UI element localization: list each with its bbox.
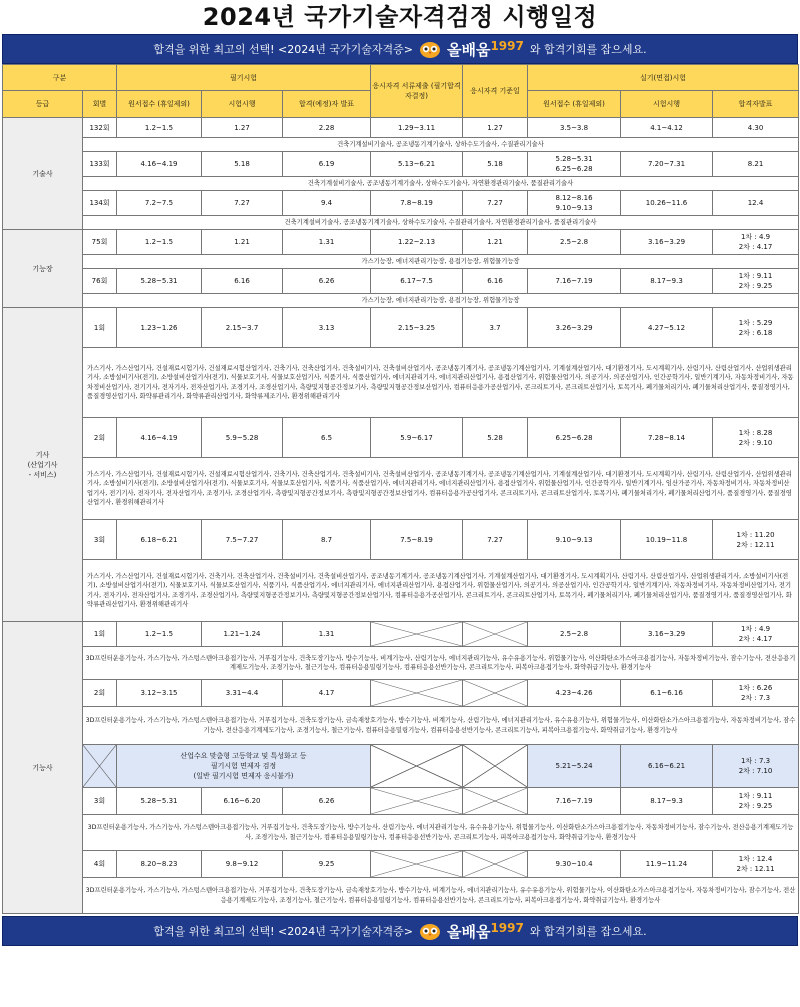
cell: 1.21 [202, 230, 283, 255]
cell: 10.19~11.8 [621, 520, 713, 560]
cell: 6.26 [283, 269, 371, 294]
cell: 8.17~9.3 [621, 788, 713, 815]
result-1: 1차 : 9.11 [738, 792, 773, 800]
cell: 1.27 [463, 118, 528, 138]
subjects-note: 3D프린터운용기능사, 가스기능사, 가스텅스텐아크용접기능사, 거푸집기능사, 건축도장기능사, 방수기능사, 산림기능사, 에너지관리기능사, 유수유용기능사, 위험물기능사, 이산화탄소가스아크용접기능사, 자동차정비기능사, 잠수기능사, 전산응용기계제도기능사, 조경기능사, 철근기능사, 컴퓨터응용밀링기능사, 컴퓨터응용선반기능사, 콘크리트기능사, 피복아크용접기능사, 화약취급기능사, 환경기능사 [83, 815, 799, 851]
table-row [3, 680, 799, 707]
banner-text-left: 합격을 위한 최고의 선택! <2024년 국가기술자격증> [153, 43, 413, 56]
table-row [3, 230, 799, 255]
cell: 7.27 [463, 520, 528, 560]
session-cell: 3회 [83, 520, 117, 560]
table-row [3, 269, 799, 294]
cell: 7.5~7.27 [202, 520, 283, 560]
header-p-result: 합격자발표 [713, 91, 799, 118]
cell: 8.7 [283, 520, 371, 560]
result-cell [713, 745, 799, 788]
cell: 3.7 [463, 308, 528, 348]
cell: 1.23~1.26 [117, 308, 202, 348]
owl-logo-icon [419, 922, 441, 940]
cell: 4.30 [713, 118, 799, 138]
cell: 6.17~7.5 [371, 269, 463, 294]
grade-cell: 기사 (산업기사 - 서비스) [3, 308, 83, 622]
cell: 1.21~1.24 [202, 622, 283, 647]
cell: 3.12~3.15 [117, 680, 202, 707]
empty-cross-cell [371, 788, 463, 815]
table-row [3, 815, 799, 851]
result-1: 1차 : 7.3 [740, 757, 771, 765]
cell: 5.28 [463, 418, 528, 458]
result-2: 2차 : 12.11 [736, 865, 775, 873]
subjects-note: 가스기사, 가스산업기사, 건설재료시험기사, 건축기사, 건축산업기사, 건축설비기사, 건축설비산업기사, 공조냉동기계기사, 공조냉동기계산업기사, 기계설계산업기사, 대기환경기사, 도시계획기사, 산림기사, 산림산업기사, 산업위생관리기사, 소방설비기사(전기), 소방설비산업기사(전기), 식물보호기사, 식물보호산업기사, 식품기사, 식품산업기사, 에너지관리기사, 에너지관리산업기사, 용접산업기사, 위험물산업기사, 의공기사, 의공산업기사, 인간공학기사, 일반기계기사, 자동차정비기사, 자동차정비산업기사, 전기기사, 전자기사, 전자산업기사, 조경기사, 조경산업기사, 측량및지형공간정보기사, 측량및지형공간정보산업기사, 컴퓨터응용가공산업기사, 콘크리트기사, 콘크리트산업기사, 토목기사, 폐기물처리기사, 폐기물처리산업기사, 품질경영기사, 품질경영산업기사, 화약류관리산업기사, 환경위해관리기사 [83, 560, 799, 622]
header-practical: 실기(면접)시험 [528, 65, 799, 91]
cell: 1.22~2.13 [371, 230, 463, 255]
result-1: 1차 : 8.28 [738, 428, 773, 437]
result-cell [713, 308, 799, 348]
cell: 7.5~8.19 [371, 520, 463, 560]
cell: 6.16 [202, 269, 283, 294]
cell: 1.31 [283, 230, 371, 255]
cell: 8.12~8.16 9.10~9.13 [528, 191, 621, 216]
cell: 8.17~9.3 [621, 269, 713, 294]
cell: 6.16 [463, 269, 528, 294]
banner-text-left: 합격을 위한 최고의 선택! <2024년 국가기술자격증> [153, 925, 413, 938]
cell: 9.30~10.4 [528, 851, 621, 878]
table-row [3, 177, 799, 191]
cell: 7.8~8.19 [371, 191, 463, 216]
schedule-table [2, 64, 799, 914]
header-w-apply: 원서접수 (휴일제외) [117, 91, 202, 118]
table-row [3, 745, 799, 788]
cell: 4.1~4.12 [621, 118, 713, 138]
header-doc-submit: 응시자격 서류제출 (필기합격자결정) [371, 65, 463, 118]
subjects-note: 가스기사, 가스산업기사, 건설재료시험기사, 건설재료시험산업기사, 건축기사, 건축산업기사, 건축설비기사, 건축설비산업기사, 공조냉동기계기사, 공조냉동기계산업기사, 기계설계산업기사, 대기환경기사, 도시계획기사, 산림기사, 산림산업기사, 산업위생관리기사, 소방설비기사(전기), 소방설비산업기사(전기), 식물보호기사, 식물보호산업기사, 식품기사, 식품산업기사, 에너지관리기사, 에너지관리산업기사, 용접산업기사, 위험물산업기사, 의공기사, 의공산업기사, 인간공학기사, 일반기계기사, 자동차정비기사, 자동차정비산업기사, 전기기사, 전자기사, 전자산업기사, 조경기사, 조경산업기사, 측량및지형공간정보기사, 측량및지형공간정보산업기사, 컴퓨터응용가공산업기사, 콘크리트기사, 콘크리트산업기사, 토목기사, 폐기물처리기사, 폐기물처리산업기사, 품질경영기사, 품질경영산업기사, 화약류관리기사, 화약류관리산업기사, 화약류제조기사, 환경위해관리기사 [83, 348, 799, 418]
grade-cell: 기능사 [3, 622, 83, 914]
cell: 6.19 [283, 152, 371, 177]
session-cell: 3회 [83, 788, 117, 815]
cell: 2.5~2.8 [528, 230, 621, 255]
cell: 5.18 [463, 152, 528, 177]
cell: 9.8~9.12 [202, 851, 283, 878]
cell: 3.31~4.4 [202, 680, 283, 707]
cell: 7.27 [463, 191, 528, 216]
cell: 3.13 [283, 308, 371, 348]
empty-cross-cell [371, 680, 463, 707]
cell: 6.25~6.28 [528, 418, 621, 458]
cell: 5.21~5.24 [528, 745, 621, 788]
cell: 7.28~8.14 [621, 418, 713, 458]
result-1: 1차 : 4.9 [740, 625, 771, 633]
table-row [3, 294, 799, 308]
header-grade: 등급 [3, 91, 83, 118]
cell: 4.16~4.19 [117, 418, 202, 458]
result-2: 2차 : 9.25 [738, 282, 773, 290]
session-cell: 2회 [83, 418, 117, 458]
cell: 6.5 [283, 418, 371, 458]
subjects-note: 건축기계설비기술사, 공조냉동기계기술사, 상하수도기술사, 자연환경관리기술사, 품질관리기술사 [83, 177, 799, 191]
cell: 7.27 [202, 191, 283, 216]
cell: 5.28~5.31 [117, 269, 202, 294]
subjects-note: 가스기사, 가스산업기사, 건설재료시험기사, 건설재료시험산업기사, 건축기사, 건축산업기사, 건축설비기사, 건축설비산업기사, 공조냉동기계기사, 공조냉동기계산업기사, 기계설계산업기사, 대기환경기사, 도시계획기사, 산림기사, 산림산업기사, 산업위생관리기사, 소방설비기사(전기), 소방설비산업기사(전기), 식물보호기사, 식물보호산업기사, 식품기사, 식품산업기사, 에너지관리기사, 에너지관리산업기사, 용접산업기사, 위험물산업기사, 인간공학기사, 일반기계기사, 임산가공기사, 자동차정비기사, 자동차정비산업기사, 전기기사, 전자기사, 전자산업기사, 조경기사, 조경산업기사, 측량및지형공간정보기사, 측량및지형공간정보산업기사, 컴퓨터응용가공산업기사, 콘크리트기사, 콘크리트산업기사, 토목기사, 폐기물처리기사, 폐기물처리산업기사, 품질경영기사, 품질경영산업기사, 환경위해관리기사 [83, 458, 799, 520]
cell: 3.26~3.29 [528, 308, 621, 348]
session-cell: 75회 [83, 230, 117, 255]
session-cell: 2회 [83, 680, 117, 707]
empty-cross-cell [463, 680, 528, 707]
result-1: 1차 : 5.29 [738, 318, 773, 327]
result-1: 1차 : 6.26 [738, 684, 773, 692]
cell: 1.31 [283, 622, 371, 647]
session-cell: 134회 [83, 191, 117, 216]
empty-cross-cell [463, 622, 528, 647]
cell: 1.27 [202, 118, 283, 138]
bottom-banner [2, 916, 798, 946]
result-1: 1차 : 11.20 [736, 530, 775, 539]
cell: 7.16~7.19 [528, 269, 621, 294]
banner-text-right: 와 합격기회를 잡으세요. [529, 925, 647, 938]
brand-logo: 올배움$^{1997}$ [446, 38, 524, 59]
subjects-note: 3D프린터운용기능사, 가스기능사, 가스텅스텐아크용접기능사, 거푸집기능사, 건축도장기능사, 금속재창호기능사, 방수기능사, 비계기능사, 에너지관리기능사, 유수유용기능사, 위험물기능사, 이산화탄소가스아크용접기능사, 자동차정비기능사, 잠수기능사, 전산응용기계제도기능사, 조경기능사, 철근기능사, 컴퓨터응용밀링기능사, 컴퓨터응용선반기능사, 콘크리트기능사, 피복아크용접기능사, 화약취급기능사, 환경기능사 [83, 878, 799, 914]
session-cell: 76회 [83, 269, 117, 294]
subjects-note: 3D프린터운용기능사, 가스기능사, 가스텅스텐아크용접기능사, 거푸집기능사, 건축도장기능사, 방수기능사, 비계기능사, 산림기능사, 에너지관리기능사, 유수유용기능사, 위험물기능사, 이산화탄소가스아크용접기능사, 자동차정비기능사, 잠수기능사, 전산응용기계제도기능사, 조경기능사, 철근기능사, 컴퓨터응용밀링기능사, 컴퓨터응용선반기능사, 콘크리트기능사, 피복아크용접기능사, 화약취급기능사, 환경기능사 [83, 647, 799, 680]
brand-logo: 올배움$^{1997}$ [446, 920, 524, 941]
session-cell: 1회 [83, 308, 117, 348]
empty-cross-cell [463, 788, 528, 815]
top-banner [2, 34, 798, 64]
grade-cell: 기술사 [3, 118, 83, 230]
cell: 2.5~2.8 [528, 622, 621, 647]
empty-cross-cell [371, 622, 463, 647]
table-row [3, 878, 799, 914]
result-2: 2차 : 4.17 [738, 635, 773, 643]
result-cell [713, 520, 799, 560]
cell: 2.15~3.25 [371, 308, 463, 348]
cell: 5.18 [202, 152, 283, 177]
cell: 1.29~3.11 [371, 118, 463, 138]
header-written: 필기시험 [117, 65, 371, 91]
result-cell [713, 418, 799, 458]
table-row [3, 707, 799, 745]
subjects-note: 3D프린터운용기능사, 가스기능사, 가스텅스텐아크용접기능사, 거푸집기능사, 건축도장기능사, 금속재창호기능사, 방수기능사, 비계기능사, 산림기능사, 에너지관리기능사, 유수유용기능사, 위험물기능사, 이산화탄소가스아크용접기능사, 자동차정비기능사, 잠수기능사, 전산응용기계제도기능사, 조경기능사, 철근기능사, 컴퓨터응용밀링기능사, 컴퓨터응용선반기능사, 콘크리트기능사, 피복아크용접기능사, 화약취급기능사, 환경기능사 [83, 707, 799, 745]
table-row [3, 788, 799, 815]
table-row [3, 851, 799, 878]
session-cell: 4회 [83, 851, 117, 878]
table-row [3, 647, 799, 680]
cell: 5.28~5.31 [117, 788, 202, 815]
cell: 5.28~5.31 6.25~6.28 [528, 152, 621, 177]
cell: 5.9~6.17 [371, 418, 463, 458]
cell: 9.10~9.13 [528, 520, 621, 560]
cell: 9.25 [283, 851, 371, 878]
table-row [3, 152, 799, 177]
empty-cross-cell [371, 851, 463, 878]
page-title: 2024년 국가기술자격검정 시행일정 [202, 3, 598, 31]
empty-cross-cell [463, 851, 528, 878]
cell: 12.4 [713, 191, 799, 216]
cell: 9.4 [283, 191, 371, 216]
result-2: 2차 : 9.25 [738, 802, 773, 810]
result-2: 2차 : 6.18 [738, 328, 773, 337]
special-exam-note: 산업수요 맞춤형 고등학교 및 특성화고 등 필기시험 면제자 검정 (일반 필기시험 면제자 응시불가) [117, 745, 371, 788]
cell: 6.18~6.21 [117, 520, 202, 560]
cell: 6.1~6.16 [621, 680, 713, 707]
result-2: 2차 : 9.10 [738, 438, 773, 447]
cell: 1.21 [463, 230, 528, 255]
cell: 4.23~4.26 [528, 680, 621, 707]
cell: 11.9~11.24 [621, 851, 713, 878]
table-row [3, 308, 799, 348]
header-row-1 [3, 65, 799, 91]
cell: 8.20~8.23 [117, 851, 202, 878]
empty-cross-cell [83, 745, 117, 788]
cell: 7.2~7.5 [117, 191, 202, 216]
result-2: 2차 : 4.17 [738, 243, 773, 251]
cell: 4.16~4.19 [117, 152, 202, 177]
header-gubun: 구분 [3, 65, 117, 91]
cell: 6.16~6.21 [621, 745, 713, 788]
cell: 4.17 [283, 680, 371, 707]
table-row [3, 118, 799, 138]
cell: 6.16~6.20 [202, 788, 283, 815]
result-cell [713, 622, 799, 647]
cell: 6.26 [283, 788, 371, 815]
subjects-note: 가스기능장, 에너지관리기능장, 용접기능장, 위험물기능장 [83, 294, 799, 308]
result-cell [713, 788, 799, 815]
result-1: 1차 : 12.4 [738, 855, 773, 863]
cell: 3.5~3.8 [528, 118, 621, 138]
result-2: 2차 : 12.11 [736, 540, 775, 549]
table-row [3, 138, 799, 152]
table-row [3, 520, 799, 560]
session-cell: 1회 [83, 622, 117, 647]
subjects-note: 건축기계설비기술사, 공조냉동기계기술사, 상하수도기술사, 수질관리기술사, 자연환경관리기술사, 품질관리기술사 [83, 216, 799, 230]
cell: 1.2~1.5 [117, 230, 202, 255]
result-2: 2차 : 7.3 [740, 694, 771, 702]
cell: 8.21 [713, 152, 799, 177]
empty-cross-cell [371, 745, 463, 788]
result-cell [713, 851, 799, 878]
table-row [3, 418, 799, 458]
table-row [3, 348, 799, 418]
header-p-exam: 시험시행 [621, 91, 713, 118]
cell: 5.9~5.28 [202, 418, 283, 458]
header-session: 회별 [83, 91, 117, 118]
cell: 7.16~7.19 [528, 788, 621, 815]
session-cell: 132회 [83, 118, 117, 138]
result-cell [713, 269, 799, 294]
cell: 5.13~6.21 [371, 152, 463, 177]
table-row [3, 255, 799, 269]
owl-logo-icon [419, 40, 441, 58]
table-row [3, 191, 799, 216]
header-p-apply: 원서접수 (휴일제외) [528, 91, 621, 118]
header-qual-date: 응시자격 기준일 [463, 65, 528, 118]
cell: 1.2~1.5 [117, 118, 202, 138]
table-row [3, 458, 799, 520]
table-row [3, 560, 799, 622]
subjects-note: 가스기능장, 에너지관리기능장, 용접기능장, 위험물기능장 [83, 255, 799, 269]
result-1: 1차 : 4.9 [740, 233, 771, 241]
result-cell [713, 680, 799, 707]
result-cell [713, 230, 799, 255]
table-row [3, 622, 799, 647]
cell: 3.16~3.29 [621, 622, 713, 647]
cell: 1.2~1.5 [117, 622, 202, 647]
table-row [3, 216, 799, 230]
subjects-note: 건축기계설비기술사, 공조냉동기계기술사, 상하수도기술사, 수질관리기술사 [83, 138, 799, 152]
cell: 4.27~5.12 [621, 308, 713, 348]
empty-cross-cell [463, 745, 528, 788]
cell: 2.28 [283, 118, 371, 138]
cell: 3.16~3.29 [621, 230, 713, 255]
header-w-exam: 시험시행 [202, 91, 283, 118]
cell: 2.15~3.7 [202, 308, 283, 348]
session-cell: 133회 [83, 152, 117, 177]
result-2: 2차 : 7.10 [738, 767, 773, 775]
grade-cell: 기능장 [3, 230, 83, 308]
header-w-result: 합격(예정)자 발표 [283, 91, 371, 118]
cell: 7.20~7.31 [621, 152, 713, 177]
result-1: 1차 : 9.11 [738, 272, 773, 280]
cell: 10.26~11.6 [621, 191, 713, 216]
banner-text-right: 와 합격기회를 잡으세요. [529, 43, 647, 56]
